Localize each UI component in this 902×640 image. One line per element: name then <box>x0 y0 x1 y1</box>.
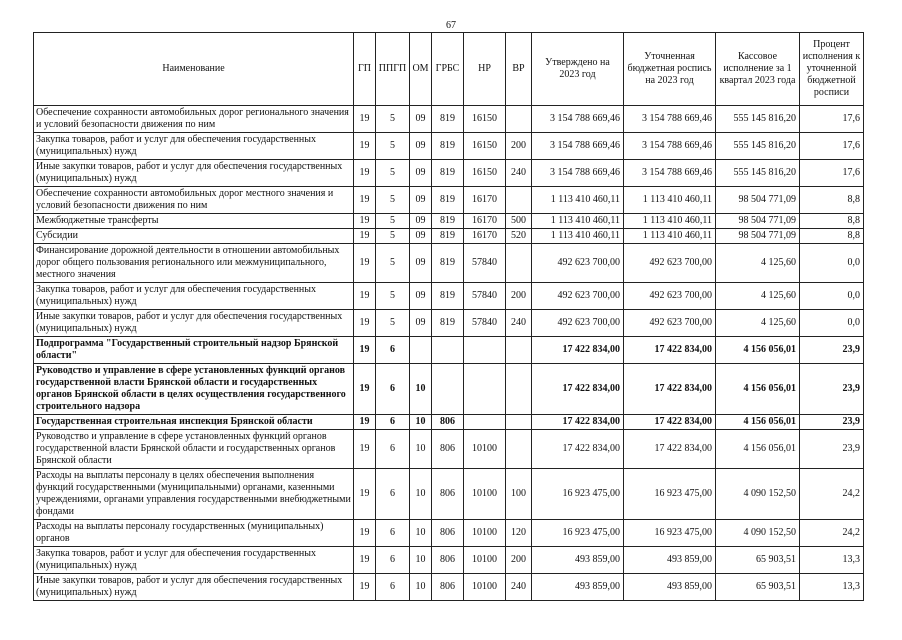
cell-refined: 17 422 834,00 <box>624 364 716 415</box>
cell-name: Расходы на выплаты персоналу государственных (муниципальных) органов <box>34 520 354 547</box>
cell-nr: 57840 <box>464 283 506 310</box>
cell-gp: 19 <box>354 187 376 214</box>
cell-approved: 1 113 410 460,11 <box>532 229 624 244</box>
cell-approved: 492 623 700,00 <box>532 244 624 283</box>
col-header-cash: Кассовое исполнение за 1 квартал 2023 года <box>716 33 800 106</box>
cell-vr: 100 <box>506 469 532 520</box>
cell-nr <box>464 337 506 364</box>
cell-nr: 16170 <box>464 187 506 214</box>
cell-gp: 19 <box>354 430 376 469</box>
cell-percent: 8,8 <box>800 187 864 214</box>
cell-name: Руководство и управление в сфере установленных функций органов государственной власти Брянской области и государственных органов Брянской области <box>34 430 354 469</box>
col-header-name: Наименование <box>34 33 354 106</box>
cell-nr: 16170 <box>464 214 506 229</box>
table-row <box>34 160 864 187</box>
cell-ppgp: 6 <box>376 337 410 364</box>
cell-vr: 120 <box>506 520 532 547</box>
cell-cash: 4 090 152,50 <box>716 469 800 520</box>
cell-grbs: 819 <box>432 283 464 310</box>
cell-refined: 492 623 700,00 <box>624 244 716 283</box>
cell-name: Иные закупки товаров, работ и услуг для обеспечения государственных (муниципальных) нужд <box>34 310 354 337</box>
cell-name: Государственная строительная инспекция Брянской области <box>34 415 354 430</box>
cell-grbs: 806 <box>432 547 464 574</box>
table-row <box>34 214 864 229</box>
cell-refined: 492 623 700,00 <box>624 283 716 310</box>
table-row <box>34 469 864 520</box>
col-header-nr: НР <box>464 33 506 106</box>
cell-ppgp: 6 <box>376 415 410 430</box>
cell-grbs: 819 <box>432 160 464 187</box>
cell-approved: 493 859,00 <box>532 547 624 574</box>
cell-name: Подпрограмма "Государственный строительный надзор Брянской области" <box>34 337 354 364</box>
cell-refined: 1 113 410 460,11 <box>624 214 716 229</box>
cell-gp: 19 <box>354 244 376 283</box>
cell-percent: 0,0 <box>800 244 864 283</box>
cell-approved: 16 923 475,00 <box>532 520 624 547</box>
cell-approved: 17 422 834,00 <box>532 415 624 430</box>
cell-om: 10 <box>410 547 432 574</box>
cell-om: 09 <box>410 283 432 310</box>
table-row <box>34 133 864 160</box>
cell-ppgp: 5 <box>376 214 410 229</box>
table-row <box>34 364 864 415</box>
cell-vr <box>506 337 532 364</box>
cell-percent: 17,6 <box>800 133 864 160</box>
cell-cash: 4 156 056,01 <box>716 430 800 469</box>
cell-om: 09 <box>410 214 432 229</box>
cell-percent: 23,9 <box>800 364 864 415</box>
cell-gp: 19 <box>354 364 376 415</box>
cell-om: 09 <box>410 160 432 187</box>
cell-ppgp: 5 <box>376 106 410 133</box>
table-row <box>34 229 864 244</box>
cell-grbs: 806 <box>432 574 464 601</box>
cell-om: 09 <box>410 229 432 244</box>
cell-refined: 1 113 410 460,11 <box>624 229 716 244</box>
cell-nr: 10100 <box>464 430 506 469</box>
table-row <box>34 547 864 574</box>
cell-percent: 17,6 <box>800 160 864 187</box>
cell-approved: 16 923 475,00 <box>532 469 624 520</box>
cell-refined: 17 422 834,00 <box>624 337 716 364</box>
cell-gp: 19 <box>354 337 376 364</box>
cell-name: Иные закупки товаров, работ и услуг для обеспечения государственных (муниципальных) нужд <box>34 574 354 601</box>
cell-name: Обеспечение сохранности автомобильных дорог регионального значения и условий безопасности движения по ним <box>34 106 354 133</box>
cell-name: Закупка товаров, работ и услуг для обеспечения государственных (муниципальных) нужд <box>34 547 354 574</box>
cell-name: Субсидии <box>34 229 354 244</box>
cell-ppgp: 5 <box>376 133 410 160</box>
cell-gp: 19 <box>354 283 376 310</box>
cell-vr: 520 <box>506 229 532 244</box>
cell-om: 10 <box>410 364 432 415</box>
col-header-gp: ГП <box>354 33 376 106</box>
table-body <box>34 106 864 601</box>
cell-refined: 17 422 834,00 <box>624 415 716 430</box>
table-row <box>34 106 864 133</box>
budget-table <box>33 32 864 601</box>
cell-ppgp: 6 <box>376 364 410 415</box>
cell-cash: 98 504 771,09 <box>716 187 800 214</box>
cell-om <box>410 337 432 364</box>
cell-approved: 3 154 788 669,46 <box>532 106 624 133</box>
cell-nr: 16150 <box>464 106 506 133</box>
cell-vr: 240 <box>506 310 532 337</box>
cell-grbs: 806 <box>432 469 464 520</box>
cell-cash: 4 090 152,50 <box>716 520 800 547</box>
cell-ppgp: 5 <box>376 229 410 244</box>
cell-vr: 200 <box>506 283 532 310</box>
table-row <box>34 337 864 364</box>
cell-approved: 1 113 410 460,11 <box>532 214 624 229</box>
cell-om: 10 <box>410 415 432 430</box>
cell-name: Расходы на выплаты персоналу в целях обеспечения выполнения функций государственными (муниципальными) органами, казенными учреждениями, органами управления государственными внебюджетными фондами <box>34 469 354 520</box>
cell-name: Межбюджетные трансферты <box>34 214 354 229</box>
cell-vr <box>506 244 532 283</box>
cell-percent: 0,0 <box>800 283 864 310</box>
cell-ppgp: 5 <box>376 244 410 283</box>
table-row <box>34 310 864 337</box>
cell-percent: 24,2 <box>800 520 864 547</box>
cell-percent: 23,9 <box>800 337 864 364</box>
cell-cash: 4 125,60 <box>716 244 800 283</box>
cell-name: Обеспечение сохранности автомобильных дорог местного значения и условий безопасности движения по ним <box>34 187 354 214</box>
cell-ppgp: 5 <box>376 187 410 214</box>
col-header-om: ОМ <box>410 33 432 106</box>
cell-grbs: 819 <box>432 244 464 283</box>
header-row <box>34 33 864 106</box>
cell-nr: 10100 <box>464 520 506 547</box>
cell-om: 09 <box>410 106 432 133</box>
cell-cash: 4 125,60 <box>716 310 800 337</box>
cell-ppgp: 6 <box>376 520 410 547</box>
cell-gp: 19 <box>354 106 376 133</box>
col-header-ppgp: ППГП <box>376 33 410 106</box>
cell-approved: 1 113 410 460,11 <box>532 187 624 214</box>
cell-om: 09 <box>410 133 432 160</box>
cell-vr: 200 <box>506 133 532 160</box>
cell-nr: 16150 <box>464 160 506 187</box>
cell-cash: 555 145 816,20 <box>716 106 800 133</box>
cell-approved: 492 623 700,00 <box>532 283 624 310</box>
cell-grbs: 806 <box>432 415 464 430</box>
cell-approved: 492 623 700,00 <box>532 310 624 337</box>
cell-refined: 1 113 410 460,11 <box>624 187 716 214</box>
cell-ppgp: 5 <box>376 283 410 310</box>
cell-refined: 16 923 475,00 <box>624 469 716 520</box>
cell-grbs: 819 <box>432 310 464 337</box>
cell-percent: 0,0 <box>800 310 864 337</box>
cell-refined: 492 623 700,00 <box>624 310 716 337</box>
cell-ppgp: 6 <box>376 547 410 574</box>
col-header-grbs: ГРБС <box>432 33 464 106</box>
cell-refined: 3 154 788 669,46 <box>624 106 716 133</box>
cell-cash: 555 145 816,20 <box>716 160 800 187</box>
table-row <box>34 244 864 283</box>
cell-approved: 17 422 834,00 <box>532 430 624 469</box>
cell-refined: 493 859,00 <box>624 547 716 574</box>
cell-nr: 10100 <box>464 469 506 520</box>
cell-name: Закупка товаров, работ и услуг для обеспечения государственных (муниципальных) нужд <box>34 283 354 310</box>
table-row <box>34 574 864 601</box>
cell-nr: 10100 <box>464 574 506 601</box>
cell-percent: 24,2 <box>800 469 864 520</box>
cell-om: 10 <box>410 469 432 520</box>
cell-vr <box>506 415 532 430</box>
cell-grbs: 819 <box>432 214 464 229</box>
table-row <box>34 430 864 469</box>
cell-nr: 10100 <box>464 547 506 574</box>
cell-om: 10 <box>410 430 432 469</box>
cell-vr: 500 <box>506 214 532 229</box>
cell-gp: 19 <box>354 310 376 337</box>
cell-grbs: 806 <box>432 520 464 547</box>
cell-cash: 65 903,51 <box>716 574 800 601</box>
col-header-approved: Утверждено на 2023 год <box>532 33 624 106</box>
page-number: 67 <box>446 20 456 31</box>
cell-vr: 240 <box>506 574 532 601</box>
cell-nr: 16170 <box>464 229 506 244</box>
cell-refined: 3 154 788 669,46 <box>624 160 716 187</box>
cell-vr <box>506 430 532 469</box>
cell-grbs: 819 <box>432 187 464 214</box>
cell-grbs: 819 <box>432 229 464 244</box>
cell-approved: 17 422 834,00 <box>532 364 624 415</box>
cell-cash: 98 504 771,09 <box>716 214 800 229</box>
cell-vr <box>506 187 532 214</box>
cell-approved: 493 859,00 <box>532 574 624 601</box>
cell-refined: 16 923 475,00 <box>624 520 716 547</box>
table-row <box>34 415 864 430</box>
cell-om: 10 <box>410 520 432 547</box>
cell-gp: 19 <box>354 469 376 520</box>
cell-cash: 4 156 056,01 <box>716 415 800 430</box>
cell-approved: 17 422 834,00 <box>532 337 624 364</box>
cell-ppgp: 6 <box>376 469 410 520</box>
cell-refined: 3 154 788 669,46 <box>624 133 716 160</box>
table-row <box>34 520 864 547</box>
cell-om: 09 <box>410 244 432 283</box>
cell-vr: 240 <box>506 160 532 187</box>
cell-cash: 98 504 771,09 <box>716 229 800 244</box>
cell-name: Иные закупки товаров, работ и услуг для обеспечения государственных (муниципальных) нужд <box>34 160 354 187</box>
cell-name: Финансирование дорожной деятельности в отношении автомобильных дорог общего пользования регионального или межмуниципального, местного значения <box>34 244 354 283</box>
cell-gp: 19 <box>354 520 376 547</box>
cell-approved: 3 154 788 669,46 <box>532 160 624 187</box>
cell-cash: 4 156 056,01 <box>716 364 800 415</box>
cell-cash: 555 145 816,20 <box>716 133 800 160</box>
cell-nr <box>464 364 506 415</box>
cell-nr: 57840 <box>464 310 506 337</box>
cell-percent: 8,8 <box>800 214 864 229</box>
cell-name: Закупка товаров, работ и услуг для обеспечения государственных (муниципальных) нужд <box>34 133 354 160</box>
cell-grbs <box>432 364 464 415</box>
col-header-vr: ВР <box>506 33 532 106</box>
cell-cash: 4 125,60 <box>716 283 800 310</box>
cell-percent: 13,3 <box>800 574 864 601</box>
cell-ppgp: 6 <box>376 430 410 469</box>
cell-gp: 19 <box>354 547 376 574</box>
table-row <box>34 187 864 214</box>
cell-percent: 8,8 <box>800 229 864 244</box>
cell-vr <box>506 364 532 415</box>
cell-gp: 19 <box>354 160 376 187</box>
cell-om: 09 <box>410 310 432 337</box>
cell-percent: 23,9 <box>800 430 864 469</box>
cell-nr: 57840 <box>464 244 506 283</box>
cell-percent: 13,3 <box>800 547 864 574</box>
cell-nr <box>464 415 506 430</box>
table-row <box>34 283 864 310</box>
cell-refined: 493 859,00 <box>624 574 716 601</box>
cell-grbs: 819 <box>432 106 464 133</box>
cell-gp: 19 <box>354 574 376 601</box>
cell-cash: 65 903,51 <box>716 547 800 574</box>
col-header-percent: Процент исполнения к уточненной бюджетной росписи <box>800 33 864 106</box>
cell-om: 09 <box>410 187 432 214</box>
cell-ppgp: 5 <box>376 160 410 187</box>
col-header-refined: Уточненная бюджетная роспись на 2023 год <box>624 33 716 106</box>
cell-ppgp: 5 <box>376 310 410 337</box>
cell-percent: 17,6 <box>800 106 864 133</box>
cell-grbs <box>432 337 464 364</box>
cell-gp: 19 <box>354 229 376 244</box>
cell-name: Руководство и управление в сфере установленных функций органов государственной власти Брянской области и государственных органов Брянской области в целях осуществления государственного строительного надзора <box>34 364 354 415</box>
cell-grbs: 806 <box>432 430 464 469</box>
cell-vr <box>506 106 532 133</box>
cell-grbs: 819 <box>432 133 464 160</box>
cell-gp: 19 <box>354 415 376 430</box>
cell-cash: 4 156 056,01 <box>716 337 800 364</box>
cell-om: 10 <box>410 574 432 601</box>
cell-refined: 17 422 834,00 <box>624 430 716 469</box>
cell-nr: 16150 <box>464 133 506 160</box>
cell-approved: 3 154 788 669,46 <box>532 133 624 160</box>
cell-ppgp: 6 <box>376 574 410 601</box>
cell-percent: 23,9 <box>800 415 864 430</box>
cell-gp: 19 <box>354 133 376 160</box>
cell-gp: 19 <box>354 214 376 229</box>
cell-vr: 200 <box>506 547 532 574</box>
